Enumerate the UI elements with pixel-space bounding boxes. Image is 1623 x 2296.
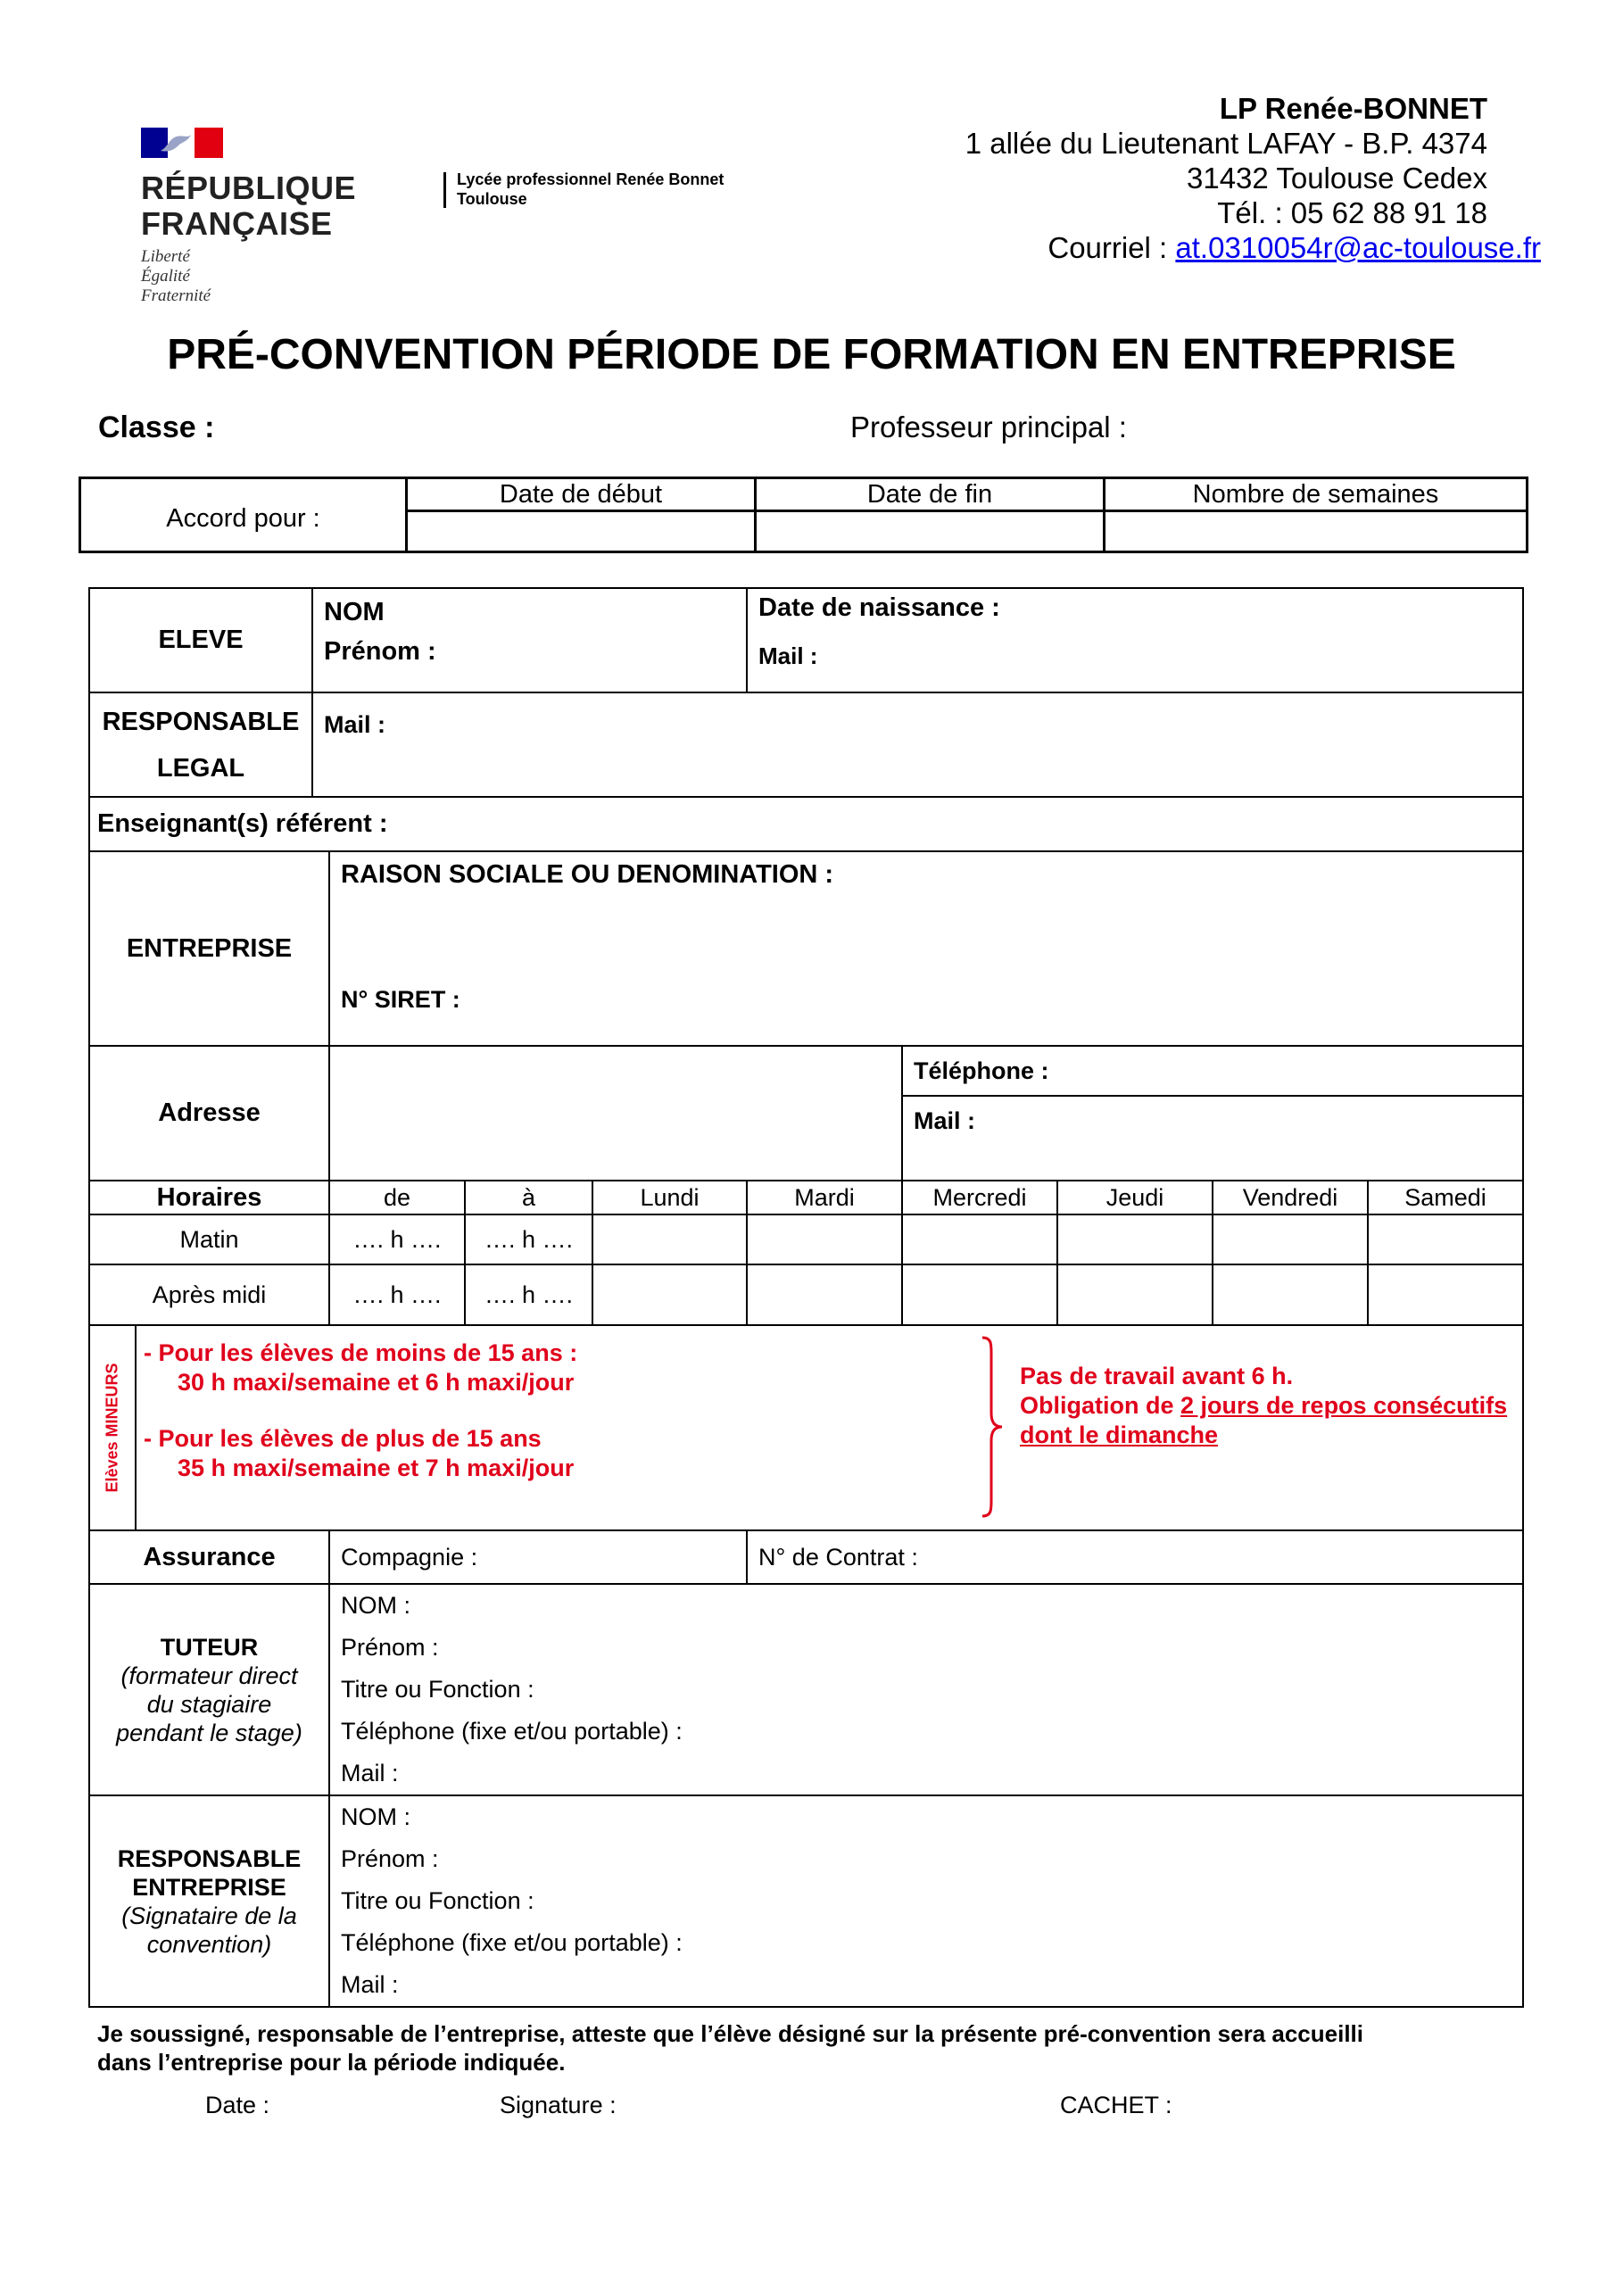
apres-midi-label: Après midi <box>89 1264 329 1325</box>
tuteur-titre: Titre ou Fonction : <box>341 1676 534 1703</box>
eleves-mineurs-text: Elèves MINEURS <box>103 1363 121 1493</box>
day-lundi: Lundi <box>592 1181 747 1214</box>
school-phone: Tél. : 05 62 88 91 18 <box>1217 196 1487 229</box>
apres-midi-de[interactable]: …. h …. <box>329 1264 465 1325</box>
rule-under-15: - Pour les élèves de moins de 15 ans : <box>144 1339 578 1366</box>
mineurs-note <box>1020 1362 1507 1450</box>
apres-midi-a[interactable]: …. h …. <box>465 1264 592 1325</box>
resp-entreprise-sub-1: (Signataire de la <box>121 1902 297 1929</box>
note-repos-line <box>1020 1391 1507 1421</box>
responsable-legal-line-2: LEGAL <box>156 753 245 783</box>
document-title: PRÉ-CONVENTION PÉRIODE DE FORMATION EN ENTREPRISE <box>167 331 1456 378</box>
responsable-legal-mail[interactable]: Mail : <box>312 692 1523 797</box>
tuteur-telephone: Téléphone (fixe et/ou portable) : <box>341 1718 683 1745</box>
tuteur-mail: Mail : <box>341 1760 399 1786</box>
matin-vendredi-cell[interactable] <box>1213 1214 1368 1264</box>
footer-date[interactable]: Date : <box>205 2092 270 2118</box>
day-mardi: Mardi <box>747 1181 902 1214</box>
day-samedi: Samedi <box>1368 1181 1523 1214</box>
date-fin-field[interactable] <box>756 511 1105 552</box>
accord-label: Accord pour : <box>80 478 407 552</box>
matin-mardi-cell[interactable] <box>747 1214 902 1264</box>
day-vendredi: Vendredi <box>1213 1181 1368 1214</box>
note-obligation: Obligation de <box>1020 1392 1180 1419</box>
matin-label: Matin <box>89 1214 329 1264</box>
eleve-prenom: Prénom : <box>324 637 436 666</box>
date-debut-header: Date de début <box>407 478 756 511</box>
email-link[interactable]: at.0310054r@ac-toulouse.fr <box>1175 231 1541 264</box>
tuteur-sub-3: pendant le stage) <box>116 1719 302 1746</box>
assurance-label: Assurance <box>89 1530 329 1584</box>
rule-over-15-hours: 35 h maxi/semaine et 7 h maxi/jour <box>178 1455 575 1481</box>
matin-samedi-cell[interactable] <box>1368 1214 1523 1264</box>
school-address <box>965 91 1541 265</box>
resp-entreprise-line-2: ENTREPRISE <box>132 1873 286 1901</box>
marianne-flag-icon <box>141 128 223 158</box>
apres-midi-mardi-cell[interactable] <box>747 1264 902 1325</box>
republique-francaise-logo <box>141 128 357 306</box>
attestation-line-1: Je soussigné, responsable de l’entreprise, atteste que l’élève désigné sur la présente pré-convention sera accueilli <box>97 2020 1363 2047</box>
professeur-principal-label: Professeur principal : <box>850 410 1127 443</box>
tuteur-sub-1: (formateur direct <box>120 1662 298 1689</box>
day-jeudi: Jeudi <box>1057 1181 1213 1214</box>
assurance-contrat[interactable]: N° de Contrat : <box>747 1530 1523 1584</box>
entreprise-label: ENTREPRISE <box>89 851 329 1046</box>
responsable-legal-label <box>89 692 312 797</box>
attestation-line-2: dans l’entreprise pour la période indiquée. <box>97 2049 566 2076</box>
resp-entreprise-telephone: Téléphone (fixe et/ou portable) : <box>341 1929 683 1956</box>
matin-mercredi-cell[interactable] <box>902 1214 1057 1264</box>
nombre-semaines-field[interactable] <box>1105 511 1528 552</box>
motto-liberte: Liberté <box>141 247 190 266</box>
matin-lundi-cell[interactable] <box>592 1214 747 1264</box>
accord-table <box>79 477 1528 553</box>
classe-label: Classe : <box>98 410 215 444</box>
resp-entreprise-line-1: RESPONSABLE <box>117 1844 302 1872</box>
eleve-date-naissance: Date de naissance : <box>758 593 1000 622</box>
attestation <box>97 2019 1363 2076</box>
horaires-de-header: de <box>329 1181 465 1214</box>
responsable-legal-line-1: RESPONSABLE <box>102 707 300 736</box>
logo-line-2: FRANÇAISE <box>141 205 333 242</box>
curly-brace-icon <box>979 1335 1006 1519</box>
footer-signature[interactable]: Signature : <box>500 2092 617 2118</box>
responsable-entreprise-fields[interactable] <box>329 1795 1523 2007</box>
resp-entreprise-prenom: Prénom : <box>341 1845 439 1872</box>
adresse-field[interactable] <box>329 1046 902 1181</box>
apres-midi-samedi-cell[interactable] <box>1368 1264 1523 1325</box>
note-pas-travail: Pas de travail avant 6 h. <box>1020 1363 1294 1389</box>
matin-a[interactable]: …. h …. <box>465 1214 592 1264</box>
tuteur-nom: NOM : <box>341 1592 410 1619</box>
lycee-name <box>457 170 724 209</box>
adresse-label: Adresse <box>89 1046 329 1181</box>
school-name: LP Renée-BONNET <box>1219 92 1487 125</box>
resp-entreprise-titre: Titre ou Fonction : <box>341 1887 534 1914</box>
eleve-label: ELEVE <box>89 588 312 692</box>
horaires-label: Horaires <box>89 1181 329 1214</box>
apres-midi-lundi-cell[interactable] <box>592 1264 747 1325</box>
main-form-table <box>88 587 1524 2008</box>
note-dimanche: dont le dimanche <box>1020 1422 1219 1448</box>
raison-sociale: RAISON SOCIALE OU DENOMINATION : <box>341 860 834 889</box>
date-fin-header: Date de fin <box>756 478 1105 511</box>
address-line-2: 31432 Toulouse Cedex <box>1187 162 1487 195</box>
day-mercredi: Mercredi <box>902 1181 1057 1214</box>
entreprise-mail[interactable]: Mail : <box>902 1096 1523 1181</box>
responsable-entreprise-label-cell <box>89 1795 329 2007</box>
entreprise-telephone[interactable]: Téléphone : <box>902 1046 1523 1096</box>
tuteur-sub-2: du stagiaire <box>146 1690 272 1718</box>
email-label: Courriel : <box>1047 231 1176 264</box>
eleve-info-cell[interactable] <box>747 588 1523 692</box>
eleve-mail: Mail : <box>758 642 818 669</box>
lycee-line-1: Lycée professionnel Renée Bonnet <box>457 170 725 188</box>
numero-siret: N° SIRET : <box>341 986 460 1013</box>
resp-entreprise-sub-2: convention) <box>146 1930 272 1958</box>
entreprise-cell[interactable] <box>329 851 1523 1046</box>
date-debut-field[interactable] <box>407 511 756 552</box>
resp-entreprise-nom: NOM : <box>341 1803 410 1830</box>
logo-line-1: RÉPUBLIQUE <box>141 170 357 206</box>
enseignant-referent[interactable]: Enseignant(s) référent : <box>89 797 1523 851</box>
note-jours-repos: 2 jours de repos consécutifs <box>1180 1392 1508 1419</box>
tuteur-label: TUTEUR <box>160 1633 259 1661</box>
matin-de[interactable]: …. h …. <box>329 1214 465 1264</box>
address-line-1: 1 allée du Lieutenant LAFAY - B.P. 4374 <box>965 127 1487 160</box>
assurance-compagnie[interactable]: Compagnie : <box>329 1530 747 1584</box>
nombre-semaines-header: Nombre de semaines <box>1105 478 1528 511</box>
eleve-identity-cell[interactable] <box>312 588 747 692</box>
motto-egalite: Égalité <box>141 267 190 286</box>
motto-fraternite: Fraternité <box>141 286 211 305</box>
mineurs-rules-cell <box>136 1325 1523 1530</box>
eleve-nom: NOM <box>324 598 385 626</box>
eleves-mineurs-side-label <box>89 1325 136 1530</box>
rule-over-15: - Pour les élèves de plus de 15 ans <box>144 1425 542 1452</box>
rule-under-15-hours: 30 h maxi/semaine et 6 h maxi/jour <box>178 1369 575 1396</box>
tuteur-prenom: Prénom : <box>341 1634 439 1661</box>
matin-jeudi-cell[interactable] <box>1057 1214 1213 1264</box>
apres-midi-mercredi-cell[interactable] <box>902 1264 1057 1325</box>
footer-cachet[interactable]: CACHET : <box>1060 2092 1172 2118</box>
apres-midi-jeudi-cell[interactable] <box>1057 1264 1213 1325</box>
tuteur-label-cell <box>89 1584 329 1795</box>
school-email-line <box>965 230 1541 265</box>
horaires-a-header: à <box>465 1181 592 1214</box>
apres-midi-vendredi-cell[interactable] <box>1213 1264 1368 1325</box>
resp-entreprise-mail: Mail : <box>341 1971 399 1998</box>
lycee-line-2: Toulouse <box>457 190 527 208</box>
lycee-separator <box>443 172 446 208</box>
mineurs-rules <box>144 1339 577 1483</box>
tuteur-fields[interactable] <box>329 1584 1523 1795</box>
